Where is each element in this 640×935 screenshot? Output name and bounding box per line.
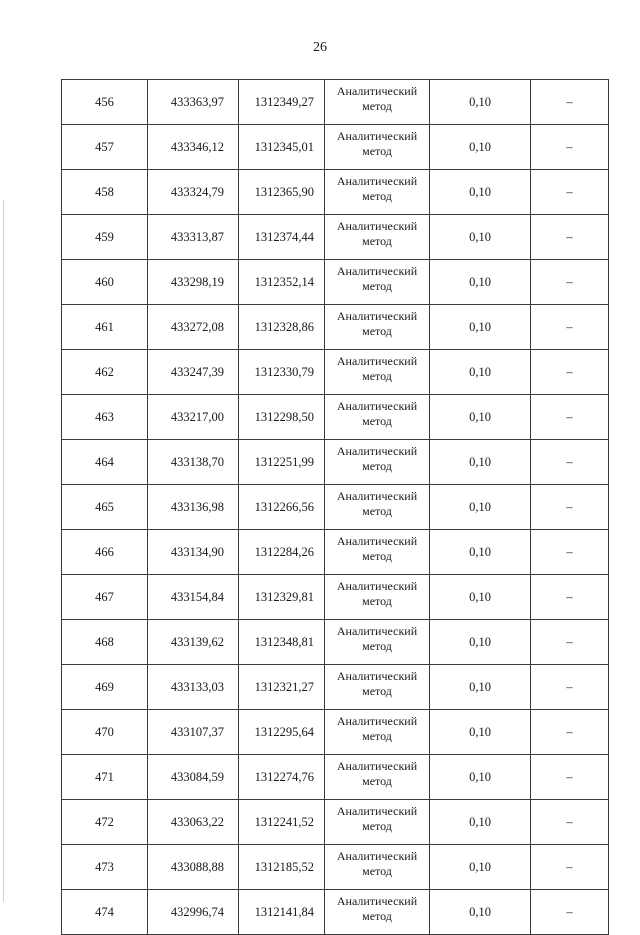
method-cell — [325, 260, 430, 305]
y-coordinate-cell: 1312374,44 — [239, 215, 325, 260]
method-cell — [325, 710, 430, 755]
accuracy-cell: 0,10 — [430, 755, 531, 800]
table-row — [62, 665, 609, 710]
method-line-1: Аналитический — [336, 399, 418, 413]
coordinates-table-body — [62, 80, 609, 935]
note-cell: – — [531, 710, 609, 755]
method-line-2: метод — [362, 864, 392, 878]
y-coordinate-cell: 1312185,52 — [239, 845, 325, 890]
table-row — [62, 485, 609, 530]
point-number-cell: 461 — [62, 305, 148, 350]
table-row — [62, 305, 609, 350]
point-number-cell: 471 — [62, 755, 148, 800]
method-line-2: метод — [362, 774, 392, 788]
accuracy-cell: 0,10 — [430, 260, 531, 305]
x-coordinate-cell: 433138,70 — [148, 440, 239, 485]
method-cell — [325, 575, 430, 620]
point-number-cell: 466 — [62, 530, 148, 575]
method-line-2: метод — [362, 459, 392, 473]
accuracy-cell: 0,10 — [430, 215, 531, 260]
x-coordinate-cell: 433139,62 — [148, 620, 239, 665]
accuracy-cell: 0,10 — [430, 305, 531, 350]
y-coordinate-cell: 1312352,14 — [239, 260, 325, 305]
method-line-1: Аналитический — [336, 714, 418, 728]
method-line-1: Аналитический — [336, 84, 418, 98]
note-cell: – — [531, 620, 609, 665]
point-number-cell: 456 — [62, 80, 148, 125]
x-coordinate-cell: 433363,97 — [148, 80, 239, 125]
method-line-2: метод — [362, 99, 392, 113]
method-cell — [325, 890, 430, 935]
x-coordinate-cell: 433134,90 — [148, 530, 239, 575]
note-cell: – — [531, 665, 609, 710]
method-line-2: метод — [362, 909, 392, 923]
method-cell — [325, 665, 430, 710]
y-coordinate-cell: 1312328,86 — [239, 305, 325, 350]
method-line-2: метод — [362, 369, 392, 383]
method-cell — [325, 620, 430, 665]
y-coordinate-cell: 1312330,79 — [239, 350, 325, 395]
x-coordinate-cell: 433084,59 — [148, 755, 239, 800]
note-cell: – — [531, 305, 609, 350]
table-row — [62, 890, 609, 935]
x-coordinate-cell: 433107,37 — [148, 710, 239, 755]
method-cell — [325, 485, 430, 530]
method-line-2: метод — [362, 549, 392, 563]
method-line-1: Аналитический — [336, 534, 418, 548]
method-cell — [325, 80, 430, 125]
x-coordinate-cell: 433324,79 — [148, 170, 239, 215]
method-line-2: метод — [362, 144, 392, 158]
x-coordinate-cell: 433217,00 — [148, 395, 239, 440]
accuracy-cell: 0,10 — [430, 440, 531, 485]
note-cell: – — [531, 260, 609, 305]
y-coordinate-cell: 1312251,99 — [239, 440, 325, 485]
method-line-1: Аналитический — [336, 894, 418, 908]
method-cell — [325, 845, 430, 890]
x-coordinate-cell: 433247,39 — [148, 350, 239, 395]
accuracy-cell: 0,10 — [430, 620, 531, 665]
method-line-2: метод — [362, 594, 392, 608]
point-number-cell: 468 — [62, 620, 148, 665]
method-cell — [325, 530, 430, 575]
table-row — [62, 800, 609, 845]
note-cell: – — [531, 170, 609, 215]
method-cell — [325, 350, 430, 395]
table-row — [62, 215, 609, 260]
note-cell: – — [531, 125, 609, 170]
accuracy-cell: 0,10 — [430, 710, 531, 755]
page-number: 26 — [313, 40, 327, 55]
x-coordinate-cell: 433063,22 — [148, 800, 239, 845]
accuracy-cell: 0,10 — [430, 665, 531, 710]
method-cell — [325, 440, 430, 485]
point-number-cell: 464 — [62, 440, 148, 485]
y-coordinate-cell: 1312274,76 — [239, 755, 325, 800]
note-cell: – — [531, 485, 609, 530]
x-coordinate-cell: 433133,03 — [148, 665, 239, 710]
x-coordinate-cell: 432996,74 — [148, 890, 239, 935]
accuracy-cell: 0,10 — [430, 170, 531, 215]
method-line-1: Аналитический — [336, 849, 418, 863]
accuracy-cell: 0,10 — [430, 890, 531, 935]
accuracy-cell: 0,10 — [430, 80, 531, 125]
point-number-cell: 474 — [62, 890, 148, 935]
x-coordinate-cell: 433154,84 — [148, 575, 239, 620]
method-line-1: Аналитический — [336, 669, 418, 683]
y-coordinate-cell: 1312284,26 — [239, 530, 325, 575]
method-line-2: метод — [362, 324, 392, 338]
x-coordinate-cell: 433088,88 — [148, 845, 239, 890]
method-cell — [325, 125, 430, 170]
method-line-1: Аналитический — [336, 264, 418, 278]
accuracy-cell: 0,10 — [430, 575, 531, 620]
note-cell: – — [531, 755, 609, 800]
x-coordinate-cell: 433346,12 — [148, 125, 239, 170]
coordinates-table — [61, 79, 609, 935]
point-number-cell: 462 — [62, 350, 148, 395]
method-line-1: Аналитический — [336, 624, 418, 638]
method-cell — [325, 755, 430, 800]
note-cell: – — [531, 395, 609, 440]
table-row — [62, 755, 609, 800]
x-coordinate-cell: 433136,98 — [148, 485, 239, 530]
accuracy-cell: 0,10 — [430, 395, 531, 440]
table-row — [62, 260, 609, 305]
x-coordinate-cell: 433298,19 — [148, 260, 239, 305]
x-coordinate-cell: 433313,87 — [148, 215, 239, 260]
y-coordinate-cell: 1312349,27 — [239, 80, 325, 125]
accuracy-cell: 0,10 — [430, 125, 531, 170]
scan-edge-line — [3, 200, 4, 902]
note-cell: – — [531, 215, 609, 260]
method-line-2: метод — [362, 729, 392, 743]
point-number-cell: 458 — [62, 170, 148, 215]
method-line-1: Аналитический — [336, 489, 418, 503]
table-row — [62, 350, 609, 395]
y-coordinate-cell: 1312141,84 — [239, 890, 325, 935]
x-coordinate-cell: 433272,08 — [148, 305, 239, 350]
table-row — [62, 530, 609, 575]
note-cell: – — [531, 440, 609, 485]
method-line-1: Аналитический — [336, 759, 418, 773]
note-cell: – — [531, 845, 609, 890]
method-line-1: Аналитический — [336, 174, 418, 188]
y-coordinate-cell: 1312266,56 — [239, 485, 325, 530]
accuracy-cell: 0,10 — [430, 530, 531, 575]
method-line-2: метод — [362, 414, 392, 428]
method-cell — [325, 800, 430, 845]
method-line-1: Аналитический — [336, 444, 418, 458]
method-cell — [325, 395, 430, 440]
method-line-1: Аналитический — [336, 804, 418, 818]
table-row — [62, 845, 609, 890]
table-row — [62, 395, 609, 440]
method-line-2: метод — [362, 234, 392, 248]
point-number-cell: 465 — [62, 485, 148, 530]
table-row — [62, 170, 609, 215]
y-coordinate-cell: 1312298,50 — [239, 395, 325, 440]
point-number-cell: 470 — [62, 710, 148, 755]
method-line-2: метод — [362, 639, 392, 653]
method-cell — [325, 215, 430, 260]
method-line-1: Аналитический — [336, 579, 418, 593]
point-number-cell: 472 — [62, 800, 148, 845]
accuracy-cell: 0,10 — [430, 845, 531, 890]
table-row — [62, 80, 609, 125]
point-number-cell: 473 — [62, 845, 148, 890]
table-row — [62, 710, 609, 755]
note-cell: – — [531, 575, 609, 620]
point-number-cell: 460 — [62, 260, 148, 305]
method-line-2: метод — [362, 684, 392, 698]
method-line-2: метод — [362, 279, 392, 293]
y-coordinate-cell: 1312329,81 — [239, 575, 325, 620]
point-number-cell: 463 — [62, 395, 148, 440]
point-number-cell: 459 — [62, 215, 148, 260]
point-number-cell: 457 — [62, 125, 148, 170]
note-cell: – — [531, 350, 609, 395]
y-coordinate-cell: 1312348,81 — [239, 620, 325, 665]
accuracy-cell: 0,10 — [430, 800, 531, 845]
table-row — [62, 125, 609, 170]
y-coordinate-cell: 1312365,90 — [239, 170, 325, 215]
method-cell — [325, 170, 430, 215]
method-line-2: метод — [362, 504, 392, 518]
y-coordinate-cell: 1312295,64 — [239, 710, 325, 755]
note-cell: – — [531, 890, 609, 935]
method-line-2: метод — [362, 819, 392, 833]
y-coordinate-cell: 1312321,27 — [239, 665, 325, 710]
method-line-1: Аналитический — [336, 309, 418, 323]
table-row — [62, 440, 609, 485]
method-line-1: Аналитический — [336, 129, 418, 143]
note-cell: – — [531, 800, 609, 845]
method-line-1: Аналитический — [336, 219, 418, 233]
accuracy-cell: 0,10 — [430, 485, 531, 530]
table-row — [62, 575, 609, 620]
method-cell — [325, 305, 430, 350]
method-line-1: Аналитический — [336, 354, 418, 368]
point-number-cell: 469 — [62, 665, 148, 710]
accuracy-cell: 0,10 — [430, 350, 531, 395]
point-number-cell: 467 — [62, 575, 148, 620]
table-row — [62, 620, 609, 665]
note-cell: – — [531, 530, 609, 575]
method-line-2: метод — [362, 189, 392, 203]
y-coordinate-cell: 1312345,01 — [239, 125, 325, 170]
note-cell: – — [531, 80, 609, 125]
y-coordinate-cell: 1312241,52 — [239, 800, 325, 845]
